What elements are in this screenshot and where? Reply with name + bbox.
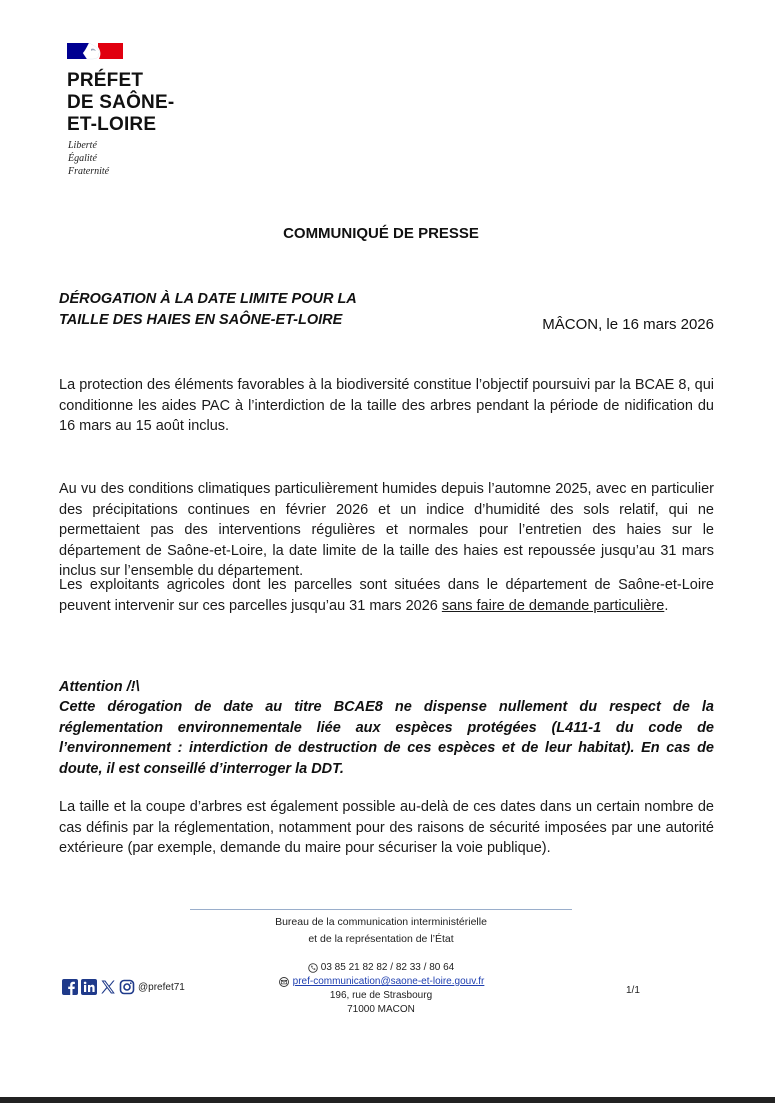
- linkedin-icon[interactable]: [80, 979, 97, 996]
- prefet-line-1: PRÉFET: [67, 70, 144, 91]
- motto-egalite: Égalité: [68, 153, 97, 164]
- x-icon[interactable]: [99, 979, 116, 996]
- attention-warning: Cette dérogation de date au titre BCAE8 ne dispense nullement du respect de la réglementation environnementale liée aux espèces protégées (L411-1 du code de l’environnement : interdiction de destruction de ces espèces et de leur habitat). En cas de doute, il est conseillé d’interroger la DDT.: [59, 699, 714, 777]
- phone-icon: [308, 963, 318, 973]
- prefet-line-2: DE SAÔNE-: [67, 92, 175, 113]
- paragraph-farmers-text: Les exploitants agricoles dont les parcelles sont situées dans le département de Saône-et-Loire peuvent intervenir sur ces parcelles jusqu’au 31 mars 2026: [59, 577, 714, 614]
- paragraph-exceptions: La taille et la coupe d’arbres est également possible au-delà de ces dates dans un certain nombre de cas définis par la réglementation, notamment pour des raisons de sécurité imposées par une autorité extérieure (par exemple, demande du maire pour sécuriser la voie publique).: [59, 799, 714, 856]
- paragraph-climate-conditions: Au vu des conditions climatiques particulièrement humides depuis l’automne 2025, avec en particulier des précipitations continues en février 2026 et un indice d’humidité des sols relatif, qui ne permettaient pas des interventions régulières et normales pour l’entretien des haies sur le département de Saône-et-Loire, la date limite de la taille des haies est repoussée jusqu’au 31 mars inclus sur l’ensemble du département.: [59, 481, 714, 579]
- page-number: 1/1: [626, 985, 640, 996]
- prefet-line-3: ET-LOIRE: [67, 114, 157, 135]
- social-handle[interactable]: @prefet71: [138, 981, 185, 993]
- no-request-needed: sans faire de demande particulière: [441, 597, 665, 614]
- phone-row: [190, 961, 572, 975]
- mail-icon: [278, 977, 290, 987]
- prefet-title: [67, 70, 174, 136]
- footer-divider: [190, 909, 572, 910]
- email-link[interactable]: pref-communication@saone-et-loire.gouv.fr: [292, 976, 485, 987]
- motto-liberte: Liberté: [68, 140, 97, 151]
- subject-line-1: DÉROGATION À LA DATE LIMITE POUR LA: [59, 291, 357, 307]
- footer-contact: [190, 961, 572, 1017]
- address-line-1: 196, rue de Strasbourg: [329, 990, 433, 1001]
- address-line-2: 71000 MACON: [347, 1004, 415, 1015]
- paragraph-farmers-end: .: [664, 597, 669, 614]
- facebook-icon[interactable]: [61, 979, 78, 996]
- attention-label: Attention /!\: [59, 679, 140, 695]
- bureau-line-2: et de la représentation de l’État: [308, 933, 454, 945]
- paragraph-bcae8: La protection des éléments favorables à la biodiversité constitue l’objectif poursuivi par la BCAE 8, qui conditionne les aides PAC à l’interdiction de la taille des arbres pendant la période de nidification du 16 mars au 15 août inclus.: [59, 377, 714, 434]
- instagram-icon[interactable]: [118, 979, 135, 996]
- press-release-subject: [59, 289, 357, 331]
- email-row: [190, 975, 572, 989]
- bureau-line-1: Bureau de la communication interministérielle: [275, 916, 487, 928]
- document-type-title: COMMUNIQUÉ DE PRESSE: [283, 225, 479, 242]
- paragraph-farmers: [59, 575, 714, 616]
- page-bottom-edge: [0, 1097, 775, 1103]
- dateline: MÂCON, le 16 mars 2026: [542, 316, 714, 333]
- republic-motto: [68, 139, 109, 178]
- footer-bureau: [190, 914, 572, 948]
- phone-number[interactable]: 03 85 21 82 82 / 82 33 / 80 64: [320, 962, 455, 973]
- motto-fraternite: Fraternité: [68, 166, 110, 177]
- marianne-logo: [67, 41, 123, 61]
- subject-line-2: TAILLE DES HAIES EN SAÔNE-ET-LOIRE: [59, 312, 343, 328]
- social-links: [61, 978, 185, 996]
